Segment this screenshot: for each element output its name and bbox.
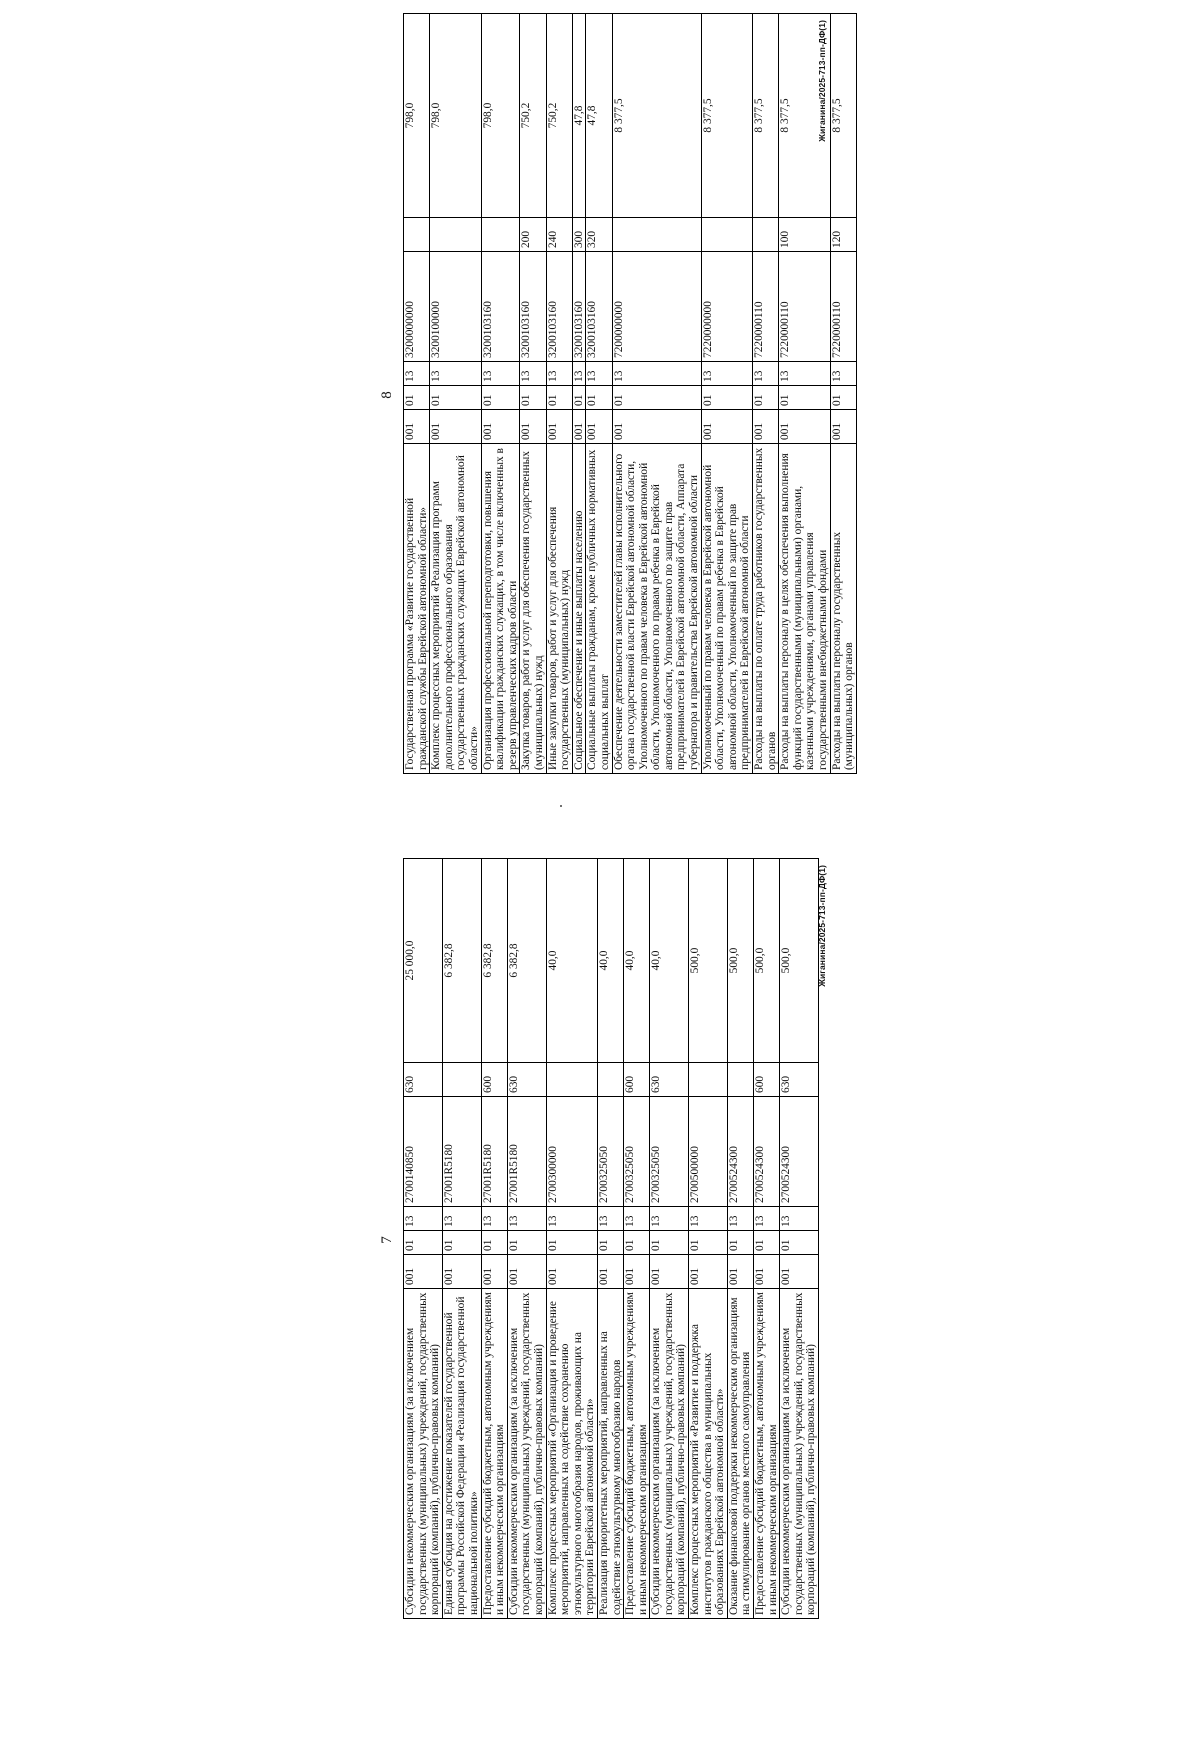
code-cell-administrator: 001 — [404, 1255, 443, 1289]
table-row — [753, 14, 779, 774]
code-cell-target-article: 3200103160 — [481, 252, 520, 362]
code-cell-target-article: 7220000110 — [779, 252, 830, 362]
code-cell-target-article: 27001R5180 — [507, 1097, 546, 1207]
table-row — [507, 859, 546, 1619]
code-cell-expense-type — [430, 218, 481, 252]
code-cell-subsection: 13 — [701, 362, 752, 386]
code-cell-section: 01 — [612, 386, 701, 410]
table-row — [830, 14, 856, 774]
code-cell-administrator: 001 — [520, 410, 546, 444]
code-cell-expense-type: 200 — [520, 218, 546, 252]
row-name-cell: Субсидии некоммерческим организациям (за исключением государственных (муниципальных) учреждений, государственных корпораций (компаний), публично-правовых компаний) — [780, 1289, 819, 1619]
code-cell-section: 01 — [701, 386, 752, 410]
row-name-cell: Субсидии некоммерческим организациям (за исключением государственных (муниципальных) учреждений, государственных корпораций (компаний), публично-правовых компаний) — [507, 1289, 546, 1619]
table-row — [612, 14, 701, 774]
code-cell-subsection: 13 — [624, 1207, 650, 1231]
code-cell-subsection: 13 — [546, 362, 572, 386]
code-cell-expense-type — [689, 1063, 728, 1097]
amount-cell: 47,8 — [586, 14, 612, 218]
code-cell-section: 01 — [754, 1231, 780, 1255]
code-cell-section: 01 — [442, 1231, 481, 1255]
document-footer: Жиганина/2025-713-пп-ДФ(1) — [817, 865, 827, 987]
code-cell-administrator: 001 — [507, 1255, 546, 1289]
code-cell-target-article: 2700524300 — [727, 1097, 753, 1207]
code-cell-subsection: 13 — [650, 1207, 689, 1231]
code-cell-expense-type: 630 — [507, 1063, 546, 1097]
table-row — [442, 859, 481, 1619]
scan-speck — [560, 805, 562, 807]
code-cell-subsection: 13 — [586, 362, 612, 386]
table-row — [404, 14, 430, 774]
code-cell-administrator: 001 — [572, 410, 586, 444]
code-cell-target-article: 2700500000 — [689, 1097, 728, 1207]
table-row — [481, 859, 507, 1619]
amount-cell: 750,2 — [546, 14, 572, 218]
code-cell-target-article: 7220000110 — [830, 252, 856, 362]
row-name-cell: Предоставление субсидий бюджетным, автономным учреждениям и иным некоммерческим организациям — [754, 1289, 780, 1619]
table-row — [586, 14, 612, 774]
amount-cell: 8 377,5 — [701, 14, 752, 218]
amount-cell: 25 000,0 — [404, 859, 443, 1063]
code-cell-section: 01 — [650, 1231, 689, 1255]
code-cell-section: 01 — [830, 386, 856, 410]
amount-cell: 6 382,8 — [442, 859, 481, 1063]
amount-cell: 500,0 — [727, 859, 753, 1063]
code-cell-target-article: 2700524300 — [754, 1097, 780, 1207]
row-name-cell: Расходы на выплаты персоналу в целях обеспечения выполнения функций государственными (муниципальными) органами, казенными учреждениями, органами управления государственными внебюджетными фондами — [779, 444, 830, 774]
code-cell-section: 01 — [586, 386, 612, 410]
code-cell-expense-type — [701, 218, 752, 252]
code-cell-administrator: 001 — [780, 1255, 819, 1289]
row-name-cell: Закупка товаров, работ и услуг для обеспечения государственных (муниципальных) нужд — [520, 444, 546, 774]
code-cell-target-article: 7220000000 — [701, 252, 752, 362]
table-row — [624, 859, 650, 1619]
code-cell-expense-type: 600 — [754, 1063, 780, 1097]
table-row — [430, 14, 481, 774]
table-row — [520, 14, 546, 774]
row-name-cell: Оказание финансовой поддержки некоммерческим организациям на стимулирование органов местного самоуправления — [727, 1289, 753, 1619]
code-cell-subsection: 13 — [689, 1207, 728, 1231]
amount-cell: 500,0 — [689, 859, 728, 1063]
row-name-cell: Единая субсидия на достижение показателей государственной программы Российской Федерации «Реализация государственной национальной политики» — [442, 1289, 481, 1619]
code-cell-target-article: 7220000110 — [753, 252, 779, 362]
document-footer: Жиганина/2025-713-пп-ДФ(1) — [817, 20, 827, 142]
table-row — [754, 859, 780, 1619]
code-cell-expense-type: 300 — [572, 218, 586, 252]
code-cell-expense-type — [612, 218, 701, 252]
budget-table — [403, 858, 819, 1619]
code-cell-expense-type: 600 — [624, 1063, 650, 1097]
code-cell-section: 01 — [404, 1231, 443, 1255]
table-row — [546, 859, 597, 1619]
code-cell-administrator: 001 — [546, 410, 572, 444]
row-name-cell: Реализация приоритетных мероприятий, направленных на содействие этнокультурному многообразию народов — [597, 1289, 623, 1619]
table-row — [481, 14, 520, 774]
code-cell-section: 01 — [597, 1231, 623, 1255]
table-row — [701, 14, 752, 774]
code-cell-administrator: 001 — [404, 410, 430, 444]
code-cell-subsection: 13 — [612, 362, 701, 386]
code-cell-subsection: 13 — [404, 362, 430, 386]
code-cell-target-article: 3200103160 — [520, 252, 546, 362]
code-cell-administrator: 001 — [597, 1255, 623, 1289]
code-cell-target-article: 3200100000 — [430, 252, 481, 362]
row-name-cell: Предоставление субсидий бюджетным, автономным учреждениям и иным некоммерческим организациям — [481, 1289, 507, 1619]
document-page-8 — [365, 10, 856, 780]
table-row — [546, 14, 572, 774]
table-row — [597, 859, 623, 1619]
code-cell-section: 01 — [546, 386, 572, 410]
code-cell-section: 01 — [780, 1231, 819, 1255]
amount-cell: 8 377,5 — [612, 14, 701, 218]
table-body — [404, 14, 857, 774]
code-cell-section: 01 — [430, 386, 481, 410]
code-cell-administrator: 001 — [481, 1255, 507, 1289]
code-cell-expense-type — [481, 218, 520, 252]
row-name-cell: Субсидии некоммерческим организациям (за исключением государственных (муниципальных) учреждений, государственных корпораций (компаний), публично-правовых компаний) — [404, 1289, 443, 1619]
code-cell-subsection: 13 — [404, 1207, 443, 1231]
amount-cell: 798,0 — [430, 14, 481, 218]
code-cell-target-article: 2700325050 — [650, 1097, 689, 1207]
code-cell-subsection: 13 — [597, 1207, 623, 1231]
row-name-cell: Расходы на выплаты по оплате труда работников государственных органов — [753, 444, 779, 774]
row-name-cell: Иные закупки товаров, работ и услуг для обеспечения государственных (муниципальных) нужд — [546, 444, 572, 774]
code-cell-target-article: 27001R5180 — [481, 1097, 507, 1207]
code-cell-target-article: 2700325050 — [597, 1097, 623, 1207]
code-cell-administrator: 001 — [612, 410, 701, 444]
code-cell-subsection: 13 — [572, 362, 586, 386]
row-name-cell: Комплекс процессных мероприятий «Развитие и поддержка институтов гражданского общества в муниципальных образованиях Еврейской автономной области» — [689, 1289, 728, 1619]
code-cell-target-article: 2700325050 — [624, 1097, 650, 1207]
row-name-cell: Государственная программа «Развитие государственной гражданской службы Еврейской автономной области» — [404, 444, 430, 774]
amount-cell: 40,0 — [546, 859, 597, 1063]
amount-cell: 47,8 — [572, 14, 586, 218]
code-cell-section: 01 — [779, 386, 830, 410]
code-cell-administrator: 001 — [753, 410, 779, 444]
code-cell-subsection: 13 — [507, 1207, 546, 1231]
code-cell-expense-type: 320 — [586, 218, 612, 252]
code-cell-section: 01 — [572, 386, 586, 410]
code-cell-subsection: 13 — [546, 1207, 597, 1231]
table-row — [780, 859, 819, 1619]
row-name-cell: Комплекс процессных мероприятий «Реализация программ дополнительного профессионального образования государственных гражданских служащих Еврейской автономной области» — [430, 444, 481, 774]
page-number: 7 — [379, 1236, 395, 1244]
code-cell-expense-type — [727, 1063, 753, 1097]
code-cell-target-article: 27001R5180 — [442, 1097, 481, 1207]
code-cell-section: 01 — [481, 386, 520, 410]
row-name-cell: Социальные выплаты гражданам, кроме публичных нормативных социальных выплат — [586, 444, 612, 774]
code-cell-administrator: 001 — [430, 410, 481, 444]
code-cell-expense-type — [404, 218, 430, 252]
code-cell-section: 01 — [404, 386, 430, 410]
code-cell-administrator: 001 — [624, 1255, 650, 1289]
code-cell-subsection: 13 — [727, 1207, 753, 1231]
row-name-cell: Уполномоченный по правам человека в Еврейской автономной области, Уполномоченный по правам ребенка в Еврейской автономной области, Уполномоченный по защите прав предпринимателей в Еврейской автономной области — [701, 444, 752, 774]
code-cell-section: 01 — [624, 1231, 650, 1255]
amount-cell: 500,0 — [754, 859, 780, 1063]
code-cell-target-article: 7200000000 — [612, 252, 701, 362]
row-name-cell: Социальное обеспечение и иные выплаты населению — [572, 444, 586, 774]
code-cell-expense-type — [442, 1063, 481, 1097]
code-cell-section: 01 — [753, 386, 779, 410]
code-cell-section: 01 — [507, 1231, 546, 1255]
code-cell-expense-type: 630 — [780, 1063, 819, 1097]
amount-cell: 40,0 — [597, 859, 623, 1063]
amount-cell: 750,2 — [520, 14, 546, 218]
code-cell-administrator: 001 — [727, 1255, 753, 1289]
code-cell-administrator: 001 — [546, 1255, 597, 1289]
code-cell-expense-type: 600 — [481, 1063, 507, 1097]
code-cell-target-article: 2700140850 — [404, 1097, 443, 1207]
table-row — [689, 859, 728, 1619]
amount-cell: 798,0 — [404, 14, 430, 218]
code-cell-administrator: 001 — [442, 1255, 481, 1289]
code-cell-target-article: 3200103160 — [586, 252, 612, 362]
row-name-cell: Обеспечение деятельности заместителей главы исполнительного органа государственной власти Еврейской автономной области, Уполномоченного по правам человека в Еврейской автономной области, Уполномоченного по правам ребенка в Еврейской автономной области, Уполномоченного по защите прав предпринимателей в Еврейской автономной области, Аппарата губернатора и правительства Еврейской автономной области — [612, 444, 701, 774]
code-cell-target-article: 3200103160 — [572, 252, 586, 362]
code-cell-expense-type: 630 — [650, 1063, 689, 1097]
code-cell-target-article: 3200103160 — [546, 252, 572, 362]
code-cell-subsection: 13 — [830, 362, 856, 386]
amount-cell: 500,0 — [780, 859, 819, 1063]
row-name-cell: Предоставление субсидий бюджетным, автономным учреждениям и иным некоммерческим организациям — [624, 1289, 650, 1619]
amount-cell: 8 377,5 — [830, 14, 856, 218]
amount-cell: 40,0 — [650, 859, 689, 1063]
amount-cell: 798,0 — [481, 14, 520, 218]
code-cell-administrator: 001 — [586, 410, 612, 444]
amount-cell: 40,0 — [624, 859, 650, 1063]
table-row — [572, 14, 586, 774]
table-row — [727, 859, 753, 1619]
code-cell-expense-type — [546, 1063, 597, 1097]
code-cell-administrator: 001 — [701, 410, 752, 444]
code-cell-administrator: 001 — [830, 410, 856, 444]
row-name-cell: Расходы на выплаты персоналу государственных (муниципальных) органов — [830, 444, 856, 774]
page-number: 8 — [379, 391, 395, 399]
code-cell-section: 01 — [727, 1231, 753, 1255]
code-cell-subsection: 13 — [753, 362, 779, 386]
row-name-cell: Комплекс процессных мероприятий «Организация и проведение мероприятий, направленных на содействие сохранению этнокультурного многообразия народов, проживающих на территории Еврейской автономной области» — [546, 1289, 597, 1619]
code-cell-expense-type — [597, 1063, 623, 1097]
row-name-cell: Организация профессиональной переподготовки, повышения квалификации гражданских служащих, в том числе включенных в резерв управленческих кадров области — [481, 444, 520, 774]
code-cell-target-article: 3200000000 — [404, 252, 430, 362]
code-cell-subsection: 13 — [754, 1207, 780, 1231]
code-cell-subsection: 13 — [442, 1207, 481, 1231]
table-body — [404, 859, 819, 1619]
amount-cell: 8 377,5 — [779, 14, 830, 218]
table-row — [650, 859, 689, 1619]
document-page-7 — [365, 855, 835, 1625]
code-cell-target-article: 2700300000 — [546, 1097, 597, 1207]
budget-table — [403, 13, 857, 774]
code-cell-section: 01 — [689, 1231, 728, 1255]
code-cell-administrator: 001 — [779, 410, 830, 444]
code-cell-expense-type — [753, 218, 779, 252]
code-cell-expense-type: 240 — [546, 218, 572, 252]
code-cell-administrator: 001 — [650, 1255, 689, 1289]
code-cell-expense-type: 100 — [779, 218, 830, 252]
amount-cell: 6 382,8 — [481, 859, 507, 1063]
table-row — [404, 859, 443, 1619]
amount-cell: 8 377,5 — [753, 14, 779, 218]
amount-cell: 6 382,8 — [507, 859, 546, 1063]
code-cell-subsection: 13 — [779, 362, 830, 386]
code-cell-administrator: 001 — [481, 410, 520, 444]
code-cell-target-article: 2700524300 — [780, 1097, 819, 1207]
code-cell-expense-type: 630 — [404, 1063, 443, 1097]
code-cell-section: 01 — [520, 386, 546, 410]
row-name-cell: Субсидии некоммерческим организациям (за исключением государственных (муниципальных) учреждений, государственных корпораций (компаний), публично-правовых компаний) — [650, 1289, 689, 1619]
code-cell-section: 01 — [546, 1231, 597, 1255]
code-cell-subsection: 13 — [481, 362, 520, 386]
code-cell-administrator: 001 — [754, 1255, 780, 1289]
code-cell-subsection: 13 — [520, 362, 546, 386]
code-cell-expense-type: 120 — [830, 218, 856, 252]
code-cell-section: 01 — [481, 1231, 507, 1255]
code-cell-subsection: 13 — [780, 1207, 819, 1231]
code-cell-subsection: 13 — [430, 362, 481, 386]
code-cell-administrator: 001 — [689, 1255, 728, 1289]
code-cell-subsection: 13 — [481, 1207, 507, 1231]
